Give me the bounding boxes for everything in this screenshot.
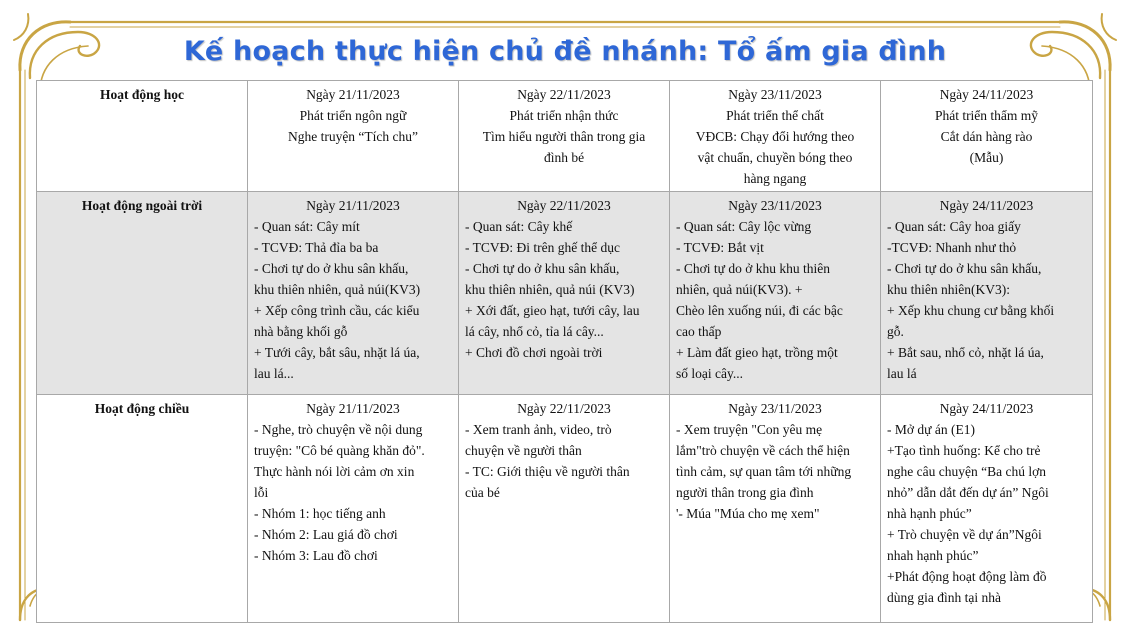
cell-line: nhah hạnh phúc”: [887, 548, 979, 563]
cell-line: - Chơi tự do ở khu sân khấu,: [465, 261, 620, 276]
cell-line: lau lá: [887, 366, 917, 381]
cell-line: - Xem truyện "Con yêu mẹ: [676, 422, 823, 437]
row-header: Hoạt động ngoài trời: [37, 192, 248, 395]
table-cell: [248, 81, 459, 192]
cell-line: + Xếp khu chung cư bằng khối: [887, 303, 1055, 318]
cell-line: lỗi: [254, 485, 269, 500]
cell-line: dùng gia đình tại nhà: [887, 590, 1001, 605]
cell-line: nhỏ” dẫn dắt đến dự án” Ngôi: [887, 485, 1049, 500]
cell-line: người thân trong gia đình: [676, 485, 814, 500]
cell-line: cao thấp: [676, 324, 722, 339]
cell-line: vật chuẩn, chuyền bóng theo: [697, 150, 853, 165]
cell-line: Cắt dán hàng rào: [940, 129, 1033, 144]
cell-line: + Bắt sau, nhổ cỏ, nhặt lá úa,: [887, 345, 1044, 360]
table-row-afternoon: [37, 395, 1093, 623]
table-cell: [459, 192, 670, 395]
page-title: Kế hoạch thực hiện chủ đề nhánh: Tổ ấm gia đình: [183, 36, 947, 67]
cell-line: nghe câu chuyện “Ba chú lợn: [887, 464, 1046, 479]
cell-line: -TCVĐ: Nhanh như thỏ: [887, 240, 1017, 255]
cell-line: + Làm đất gieo hạt, trồng một: [676, 345, 838, 360]
cell-line: - TCVĐ: Bắt vịt: [676, 240, 764, 255]
cell-line: '- Múa "Múa cho mẹ xem": [676, 506, 820, 521]
cell-line: - Nhóm 2: Lau giá đồ chơi: [254, 527, 398, 542]
cell-line: lau lá...: [254, 366, 294, 381]
table-cell: [670, 81, 881, 192]
cell-date: Ngày 22/11/2023: [517, 401, 611, 416]
table-row-learning: [37, 81, 1093, 192]
table-cell: [670, 192, 881, 395]
table-cell: [881, 81, 1093, 192]
cell-date: Ngày 21/11/2023: [306, 198, 400, 213]
cell-line: đình bé: [543, 150, 585, 165]
cell-line: - Nhóm 3: Lau đồ chơi: [254, 548, 378, 563]
cell-line: (Mẫu): [969, 150, 1004, 165]
cell-line: của bé: [465, 485, 500, 500]
table-cell: [459, 395, 670, 623]
cell-line: số loại cây...: [676, 366, 743, 381]
cell-line: - TC: Giới thiệu về người thân: [465, 464, 630, 479]
cell-line: chuyện về người thân: [465, 443, 582, 458]
cell-date: Ngày 21/11/2023: [306, 87, 400, 102]
cell-line: truyện: "Cô bé quàng khăn đỏ".: [254, 443, 425, 458]
cell-line: nhà bằng khối gỗ: [254, 324, 348, 339]
table-cell: [248, 192, 459, 395]
table-cell: [248, 395, 459, 623]
cell-line: - Quan sát: Cây khế: [465, 219, 573, 234]
cell-line: + Xới đất, gieo hạt, tưới cây, lau: [465, 303, 640, 318]
cell-line: khu thiên nhiên, quả núi(KV3): [254, 282, 421, 297]
cell-line: +Tạo tình huống: Kể cho trẻ: [887, 443, 1041, 458]
cell-line: - Quan sát: Cây hoa giấy: [887, 219, 1021, 234]
row-header: Hoạt động học: [37, 81, 248, 192]
cell-line: - Xem tranh ảnh, video, trò: [465, 422, 612, 437]
cell-line: - Chơi tự do ở khu khu thiên: [676, 261, 830, 276]
cell-line: gỗ.: [887, 324, 904, 339]
cell-line: - Chơi tự do ở khu sân khấu,: [254, 261, 409, 276]
cell-date: Ngày 23/11/2023: [728, 401, 822, 416]
cell-date: Ngày 23/11/2023: [728, 87, 822, 102]
cell-line: +Phát động hoạt động làm đồ: [887, 569, 1047, 584]
cell-line: Phát triển thẩm mỹ: [934, 108, 1039, 123]
cell-line: - Chơi tự do ở khu sân khấu,: [887, 261, 1042, 276]
cell-line: khu thiên nhiên, quả núi (KV3): [465, 282, 635, 297]
table-row-outdoor: [37, 192, 1093, 395]
cell-line: - Nghe, trò chuyện về nội dung: [254, 422, 423, 437]
cell-line: VĐCB: Chạy đổi hướng theo: [695, 129, 855, 144]
cell-date: Ngày 22/11/2023: [517, 87, 611, 102]
cell-line: Phát triển thể chất: [726, 108, 824, 123]
cell-date: Ngày 22/11/2023: [517, 198, 611, 213]
cell-line: - TCVĐ: Thả đỉa ba ba: [254, 240, 379, 255]
cell-line: Phát triển ngôn ngữ: [299, 108, 407, 123]
cell-line: Tìm hiểu người thân trong gia: [482, 129, 646, 144]
cell-line: nhà hạnh phúc”: [887, 506, 972, 521]
cell-date: Ngày 24/11/2023: [939, 401, 1034, 416]
cell-line: lá cây, nhổ cỏ, tỉa lá cây...: [465, 324, 604, 339]
cell-line: - Nhóm 1: học tiếng anh: [254, 506, 386, 521]
cell-line: Nghe truyện “Tích chu”: [287, 129, 419, 144]
cell-line: + Xếp công trình cầu, các kiểu: [254, 303, 420, 318]
cell-line: lắm"trò chuyện về cách thể hiện: [676, 443, 850, 458]
table-cell: [459, 81, 670, 192]
table-cell: [881, 192, 1093, 395]
cell-line: - TCVĐ: Đi trên ghế thể dục: [465, 240, 620, 255]
cell-line: nhiên, quả núi(KV3). +: [676, 282, 803, 297]
cell-line: - Quan sát: Cây mít: [254, 219, 360, 234]
cell-line: Chèo lên xuống núi, đi các bậc: [676, 303, 843, 318]
cell-line: Phát triển nhận thức: [509, 108, 619, 123]
cell-line: - Mở dự án (E1): [887, 422, 975, 437]
cell-date: Ngày 24/11/2023: [939, 198, 1034, 213]
cell-line: khu thiên nhiên(KV3):: [887, 282, 1010, 297]
cell-date: Ngày 21/11/2023: [306, 401, 400, 416]
table-cell: [670, 395, 881, 623]
cell-date: Ngày 24/11/2023: [939, 87, 1034, 102]
cell-line: - Quan sát: Cây lộc vừng: [676, 219, 812, 234]
cell-line: tình cảm, sự quan tâm tới những: [676, 464, 852, 479]
cell-line: + Tưới cây, bắt sâu, nhặt lá úa,: [254, 345, 420, 360]
row-header: Hoạt động chiều: [37, 395, 248, 623]
activity-plan-table: [36, 80, 1093, 623]
cell-line: + Chơi đồ chơi ngoài trời: [465, 345, 603, 360]
table-cell: [881, 395, 1093, 623]
cell-line: Thực hành nói lời cảm ơn xin: [254, 464, 415, 479]
cell-line: hàng ngang: [743, 171, 807, 186]
cell-date: Ngày 23/11/2023: [728, 198, 822, 213]
cell-line: + Trò chuyện về dự án”Ngôi: [887, 527, 1042, 542]
